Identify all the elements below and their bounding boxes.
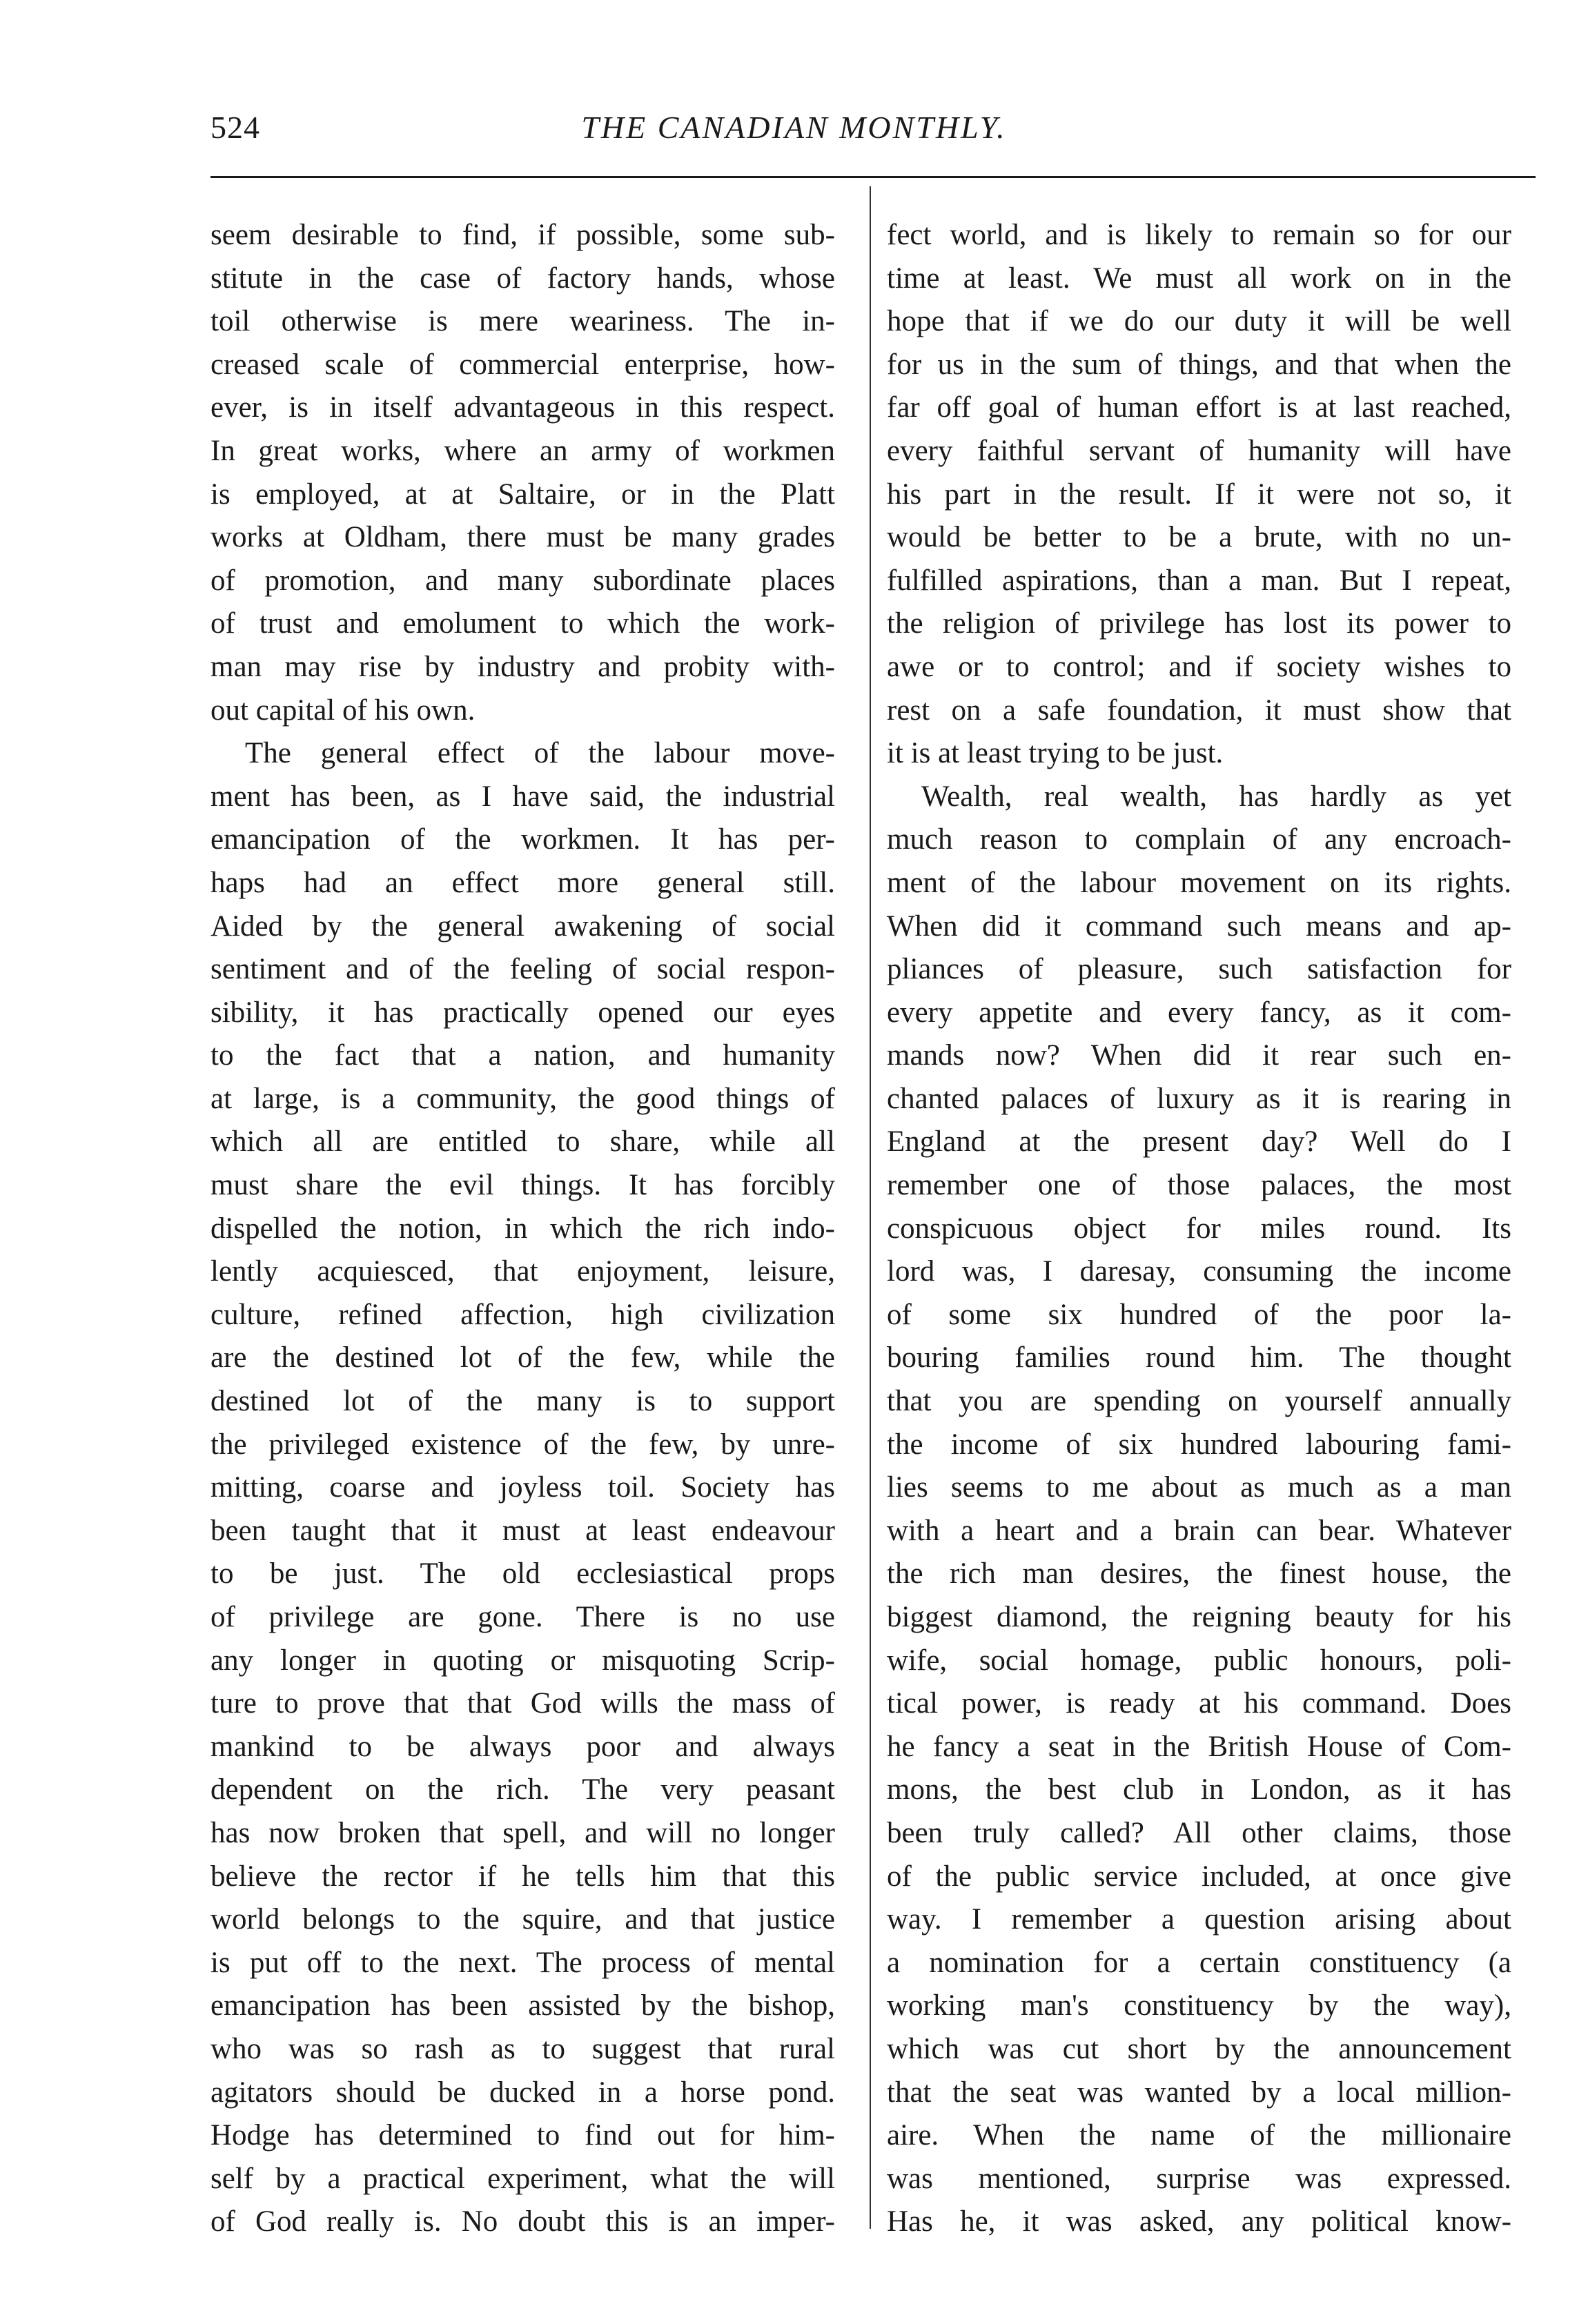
- text-line: is employed, at at Saltaire, or in the Platt: [210, 477, 835, 511]
- text-line: of privilege are gone. There is no use: [210, 1601, 835, 1633]
- text-line: which was cut short by the announcement: [887, 2032, 1511, 2065]
- text-line: with a heart and a brain can bear. Whatever: [887, 1514, 1511, 1547]
- text-line: dependent on the rich. The very peasant: [210, 1773, 835, 1806]
- text-line: fect world, and is likely to remain so for our: [887, 219, 1511, 251]
- text-line: self by a practical experiment, what the will: [210, 2162, 835, 2195]
- text-line: awe or to control; and if society wishes to: [887, 650, 1511, 683]
- text-line: his part in the result. If it were not so, it: [887, 477, 1511, 511]
- text-line: mons, the best club in London, as it has: [887, 1773, 1511, 1806]
- text-line: Aided by the general awakening of social: [210, 909, 835, 943]
- text-line: of trust and emolument to which the work-: [210, 607, 835, 640]
- text-line: When did it command such means and ap-: [887, 909, 1511, 943]
- text-line: fulfilled aspirations, than a man. But I repeat,: [887, 564, 1511, 597]
- text-line: sentiment and of the feeling of social respon-: [210, 953, 835, 986]
- text-line: must share the evil things. It has forcibly: [210, 1169, 835, 1202]
- text-line: The general effect of the labour move-: [245, 737, 835, 770]
- text-line: of promotion, and many subordinate places: [210, 564, 835, 597]
- text-line: who was so rash as to suggest that rural: [210, 2032, 835, 2065]
- text-line: Hodge has determined to find out for him-: [210, 2119, 835, 2152]
- text-line: a nomination for a certain constituency (a: [887, 1946, 1511, 1979]
- text-line: Wealth, real wealth, has hardly as yet: [921, 780, 1511, 813]
- text-line: stitute in the case of factory hands, whose: [210, 262, 835, 295]
- text-line: that the seat was wanted by a local million-: [887, 2076, 1511, 2109]
- text-line: dispelled the notion, in which the rich indo-: [210, 1212, 835, 1245]
- text-line: would be better to be a brute, with no un-: [887, 521, 1511, 554]
- text-line: tical power, is ready at his command. Does: [887, 1687, 1511, 1720]
- text-line: mitting, coarse and joyless toil. Society has: [210, 1471, 835, 1504]
- text-line: much reason to complain of any encroach-: [887, 823, 1511, 856]
- text-line: England at the present day? Well do I: [887, 1125, 1511, 1159]
- running-title: THE CANADIAN MONTHLY.: [581, 110, 1007, 145]
- page-number: 524: [210, 110, 260, 145]
- text-line: the income of six hundred labouring fami-: [887, 1428, 1511, 1461]
- text-line: bouring families round him. The thought: [887, 1341, 1511, 1375]
- text-line: every appetite and every fancy, as it com-: [887, 996, 1511, 1029]
- text-line: rest on a safe foundation, it must show that: [887, 693, 1511, 727]
- text-line: ment has been, as I have said, the industrial: [210, 780, 835, 813]
- text-line: biggest diamond, the reigning beauty for his: [887, 1601, 1511, 1633]
- text-line: to the fact that a nation, and humanity: [210, 1039, 835, 1072]
- text-line: works at Oldham, there must be many grades: [210, 521, 835, 554]
- text-line: that you are spending on yourself annually: [887, 1385, 1511, 1418]
- text-line: of God really is. No doubt this is an imper-: [210, 2205, 835, 2238]
- text-line: aire. When the name of the millionaire: [887, 2119, 1511, 2152]
- text-line: hope that if we do our duty it will be well: [887, 305, 1511, 338]
- text-line: ment of the labour movement on its rights.: [887, 866, 1511, 899]
- text-line: emancipation of the workmen. It has per-: [210, 823, 835, 856]
- text-line: time at least. We must all work on in the: [887, 262, 1511, 295]
- text-line: wife, social homage, public honours, poli-: [887, 1644, 1511, 1677]
- text-line: way. I remember a question arising about: [887, 1903, 1511, 1936]
- text-line: of some six hundred of the poor la-: [887, 1298, 1511, 1331]
- text-line: the religion of privilege has lost its power to: [887, 607, 1511, 640]
- column-divider: [870, 186, 871, 2229]
- text-line: the privileged existence of the few, by unre-: [210, 1428, 835, 1461]
- text-line: every faithful servant of humanity will have: [887, 434, 1511, 467]
- text-line: it is at least trying to be just.: [887, 737, 1224, 770]
- text-line: believe the rector if he tells him that this: [210, 1860, 835, 1893]
- text-line: is put off to the next. The process of mental: [210, 1946, 835, 1979]
- text-line: lord was, I daresay, consuming the income: [887, 1255, 1511, 1288]
- text-line: destined lot of the many is to support: [210, 1385, 835, 1418]
- text-line: emancipation has been assisted by the bishop,: [210, 1989, 835, 2022]
- right-column: [887, 214, 1511, 2244]
- text-line: haps had an effect more general still.: [210, 866, 835, 899]
- text-line: lies seems to me about as much as a man: [887, 1471, 1511, 1504]
- text-line: remember one of those palaces, the most: [887, 1169, 1511, 1202]
- text-line: creased scale of commercial enterprise, how-: [210, 348, 835, 381]
- text-line: of the public service included, at once give: [887, 1860, 1511, 1893]
- text-line: lently acquiesced, that enjoyment, leisure,: [210, 1255, 835, 1288]
- text-line: are the destined lot of the few, while the: [210, 1341, 835, 1375]
- text-line: toil otherwise is mere weariness. The in-: [210, 305, 835, 338]
- text-line: pliances of pleasure, such satisfaction for: [887, 953, 1511, 986]
- page-header: [0, 109, 1588, 164]
- text-line: man may rise by industry and probity with-: [210, 650, 835, 683]
- text-line: chanted palaces of luxury as it is rearing in: [887, 1082, 1511, 1115]
- text-line: mands now? When did it rear such en-: [887, 1039, 1511, 1072]
- text-line: for us in the sum of things, and that when the: [887, 348, 1511, 381]
- text-line: ever, is in itself advantageous in this respect.: [210, 391, 835, 424]
- text-line: mankind to be always poor and always: [210, 1730, 835, 1763]
- left-column: [210, 214, 835, 2244]
- text-line: ture to prove that that God wills the mass of: [210, 1687, 835, 1720]
- text-line: been truly called? All other claims, those: [887, 1816, 1511, 1849]
- text-line: been taught that it must at least endeavour: [210, 1514, 835, 1547]
- text-line: In great works, where an army of workmen: [210, 434, 835, 467]
- text-line: seem desirable to find, if possible, some sub-: [210, 219, 835, 251]
- text-line: he fancy a seat in the British House of Com-: [887, 1730, 1511, 1763]
- text-line: conspicuous object for miles round. Its: [887, 1212, 1511, 1245]
- text-line: sibility, it has practically opened our eyes: [210, 996, 835, 1029]
- text-line: culture, refined affection, high civilization: [210, 1298, 835, 1331]
- text-line: which all are entitled to share, while all: [210, 1125, 835, 1159]
- text-line: was mentioned, surprise was expressed.: [887, 2162, 1511, 2195]
- text-line: at large, is a community, the good things of: [210, 1082, 835, 1115]
- text-line: world belongs to the squire, and that justice: [210, 1903, 835, 1936]
- header-rule: [210, 176, 1536, 178]
- text-line: agitators should be ducked in a horse pond.: [210, 2076, 835, 2109]
- text-line: the rich man desires, the finest house, the: [887, 1557, 1511, 1591]
- text-line: has now broken that spell, and will no longer: [210, 1816, 835, 1849]
- text-line: out capital of his own.: [210, 693, 476, 727]
- text-line: Has he, it was asked, any political know-: [887, 2205, 1511, 2238]
- text-line: to be just. The old ecclesiastical props: [210, 1557, 835, 1591]
- text-line: working man's constituency by the way),: [887, 1989, 1511, 2022]
- text-line: far off goal of human effort is at last reached,: [887, 391, 1511, 424]
- text-line: any longer in quoting or misquoting Scrip-: [210, 1644, 835, 1677]
